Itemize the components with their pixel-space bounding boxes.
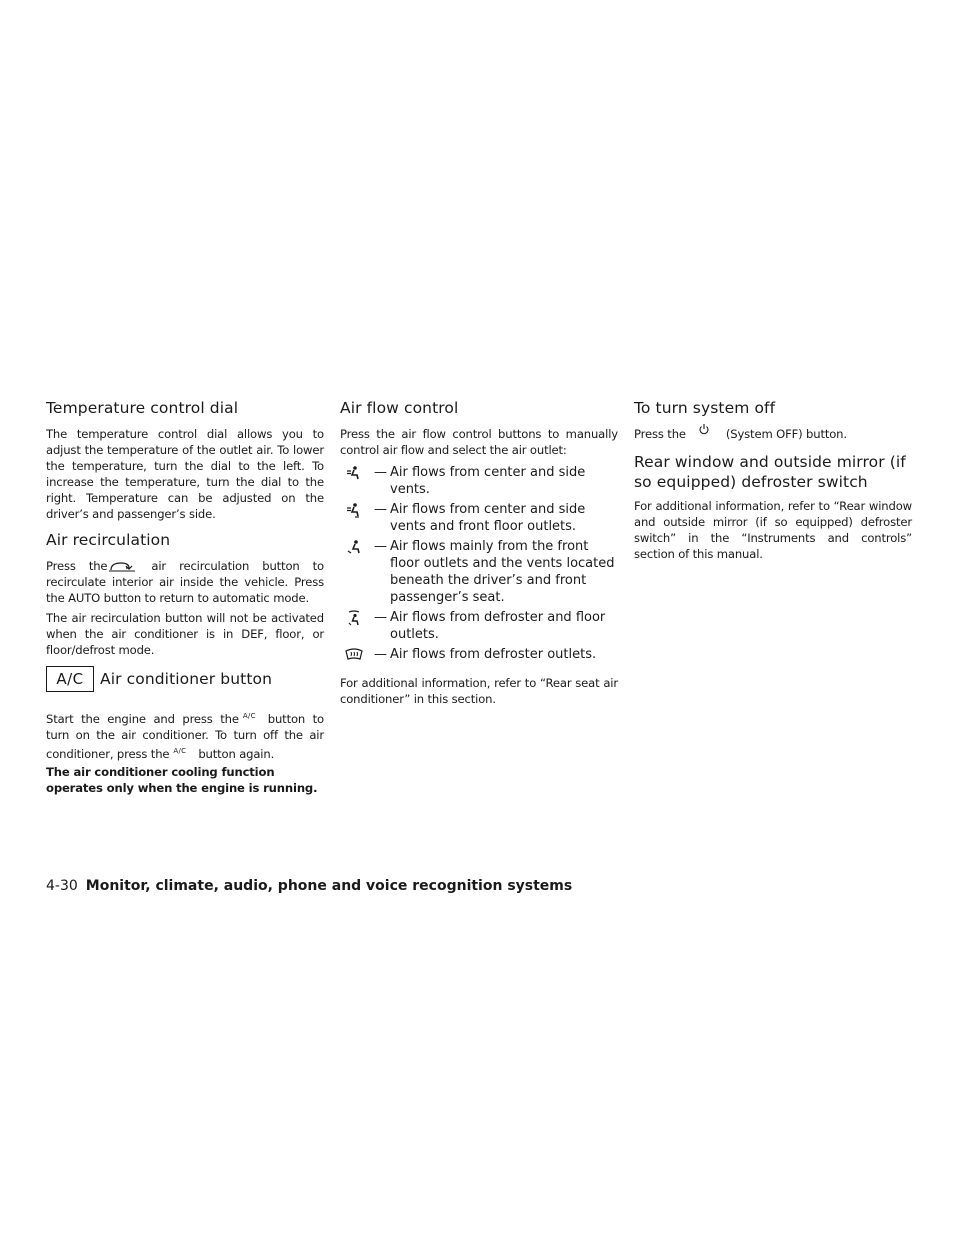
- column-left: [46, 398, 324, 796]
- vent-icon: [346, 465, 362, 481]
- ac-inline-icon: A/C: [242, 712, 256, 720]
- list-item: — Air flows from defroster and floor outlets.: [340, 609, 618, 643]
- ac-inline-icon: A/C: [173, 746, 187, 755]
- airflow-item-text: Air flows from center and side vents.: [390, 465, 586, 497]
- airflow-intro: Press the air flow control buttons to manually control air flow and select the air outlet:: [340, 427, 618, 457]
- system-off-body: Press the (System OFF) button.: [634, 426, 912, 442]
- list-item: — Air flows from center and side vents and front floor outlets.: [340, 501, 618, 535]
- list-item: — Air flows mainly from the front floor outlets and the vents located beneath the driver’s and front passenger’s seat.: [340, 538, 618, 606]
- airflow-mode-list: [340, 464, 618, 663]
- airflow-item-text: Air flows from defroster outlets.: [390, 647, 597, 662]
- system-off-heading: To turn system off: [634, 399, 776, 417]
- airflow-more-info: For additional information, refer to “Rear seat air conditioner” in this section.: [340, 676, 618, 706]
- recirculation-heading: Air recirculation: [46, 531, 171, 549]
- column-right: [634, 398, 912, 562]
- floor-defrost-icon: [346, 610, 362, 626]
- column-middle: [340, 398, 618, 707]
- bi-level-icon: [346, 502, 362, 518]
- defroster-icon: [345, 647, 363, 661]
- temperature-heading: Temperature control dial: [46, 399, 239, 417]
- list-item: — Air flows from center and side vents.: [340, 464, 618, 498]
- ac-heading-row: [46, 666, 324, 692]
- page-footer: [46, 876, 572, 896]
- power-icon: [698, 423, 710, 435]
- page-number: 4-30: [46, 878, 78, 894]
- rear-defroster-body: For additional information, refer to “Rear window and outside mirror (if so equipped) defroster switch” in the “Instruments and controls” section of this manual.: [634, 499, 912, 561]
- temperature-body: The temperature control dial allows you to adjust the temperature of the outlet air. To lower the temperature, turn the dial to the left. To increase the temperature, turn the dial to the right. Temperature can be adjusted on the driver’s and passenger’s side.: [46, 427, 324, 521]
- recirculation-icon: [107, 560, 137, 574]
- ac-heading: Air conditioner button: [100, 670, 273, 688]
- airflow-item-text: Air flows from center and side vents and front floor outlets.: [390, 502, 586, 534]
- rear-defroster-heading: Rear window and outside mirror (if so equipped) defroster switch: [634, 453, 906, 491]
- airflow-heading: Air flow control: [340, 399, 459, 417]
- airflow-item-text: Air flows from defroster and floor outlets.: [390, 610, 606, 642]
- ac-bold-note: The air conditioner cooling function operates only when the engine is running.: [46, 764, 318, 795]
- ac-body: Start the engine and press the $^{A/C}$ button to turn on the air conditioner. To turn off the air conditioner, press the $^{A/C}$ button again.: [46, 711, 324, 761]
- airflow-item-text: Air flows mainly from the front floor outlets and the vents located beneath the driver’s and front passenger’s seat.: [390, 539, 615, 605]
- list-item: — Air flows from defroster outlets.: [340, 646, 618, 663]
- section-title: Monitor, climate, audio, phone and voice recognition systems: [85, 878, 573, 894]
- recirculation-body: Press the air recirculation button to recirculate interior air inside the vehicle. Press the AUTO button to return to automatic mode.: [46, 559, 324, 605]
- recirculation-note: The air recirculation button will not be activated when the air conditioner is in DEF, floor, or floor/defrost mode.: [46, 611, 324, 657]
- ac-button-icon: A/C: [46, 666, 94, 692]
- floor-icon: [346, 539, 362, 555]
